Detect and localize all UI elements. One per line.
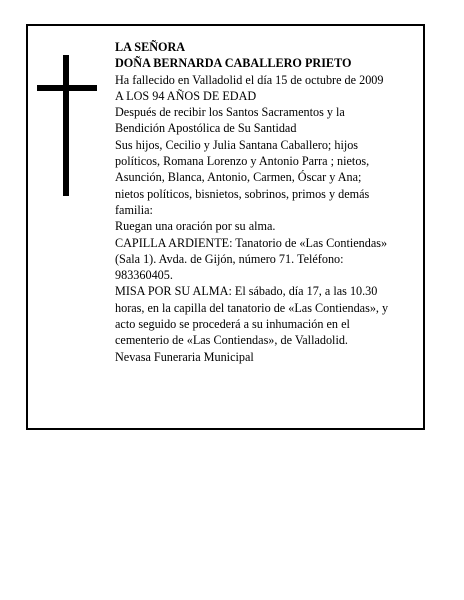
chapel-line: 983360405. <box>115 268 173 283</box>
cross-icon <box>37 55 97 196</box>
prayer-request-line: Ruegan una oración por su alma. <box>115 219 276 234</box>
mass-line: cementerio de «Las Contiendas», de Valladolid. <box>115 333 348 348</box>
sacraments-line: Bendición Apostólica de Su Santidad <box>115 121 297 136</box>
mass-line: acto seguido se procederá a su inhumación en el <box>115 317 350 332</box>
family-line: nietos políticos, bisnietos, sobrinos, primos y demás <box>115 186 370 201</box>
family-line: Sus hijos, Cecilio y Julia Santana Caballero; hijos <box>115 137 359 152</box>
death-date-line: Ha fallecido en Valladolid el día 15 de octubre de 2009 <box>115 72 384 87</box>
family-line: familia: <box>115 202 153 217</box>
notice-heading: LA SEÑORA <box>115 40 186 54</box>
deceased-name: DOÑA BERNARDA CABALLERO PRIETO <box>115 56 352 71</box>
funeral-home-line: Nevasa Funeraria Municipal <box>115 349 254 364</box>
mass-line: horas, en la capilla del tanatorio de «Las Contiendas», y <box>115 300 389 315</box>
chapel-line: (Sala 1). Avda. de Gijón, número 71. Teléfono: <box>115 251 344 266</box>
age-line: A LOS 94 AÑOS DE EDAD <box>115 88 257 103</box>
mass-line: MISA POR SU ALMA: El sábado, día 17, a las 10.30 <box>115 284 378 299</box>
chapel-line: CAPILLA ARDIENTE: Tanatorio de «Las Contiendas» <box>115 235 388 250</box>
family-line: políticos, Romana Lorenzo y Antonio Parra ; nietos, <box>115 154 370 169</box>
obituary-text <box>115 39 425 365</box>
family-line: Asunción, Blanca, Antonio, Carmen, Óscar y Ana; <box>115 170 362 185</box>
cross-horizontal-bar <box>37 85 97 91</box>
sacraments-line: Después de recibir los Santos Sacramentos y la <box>115 105 345 120</box>
cross-vertical-bar <box>63 55 69 196</box>
